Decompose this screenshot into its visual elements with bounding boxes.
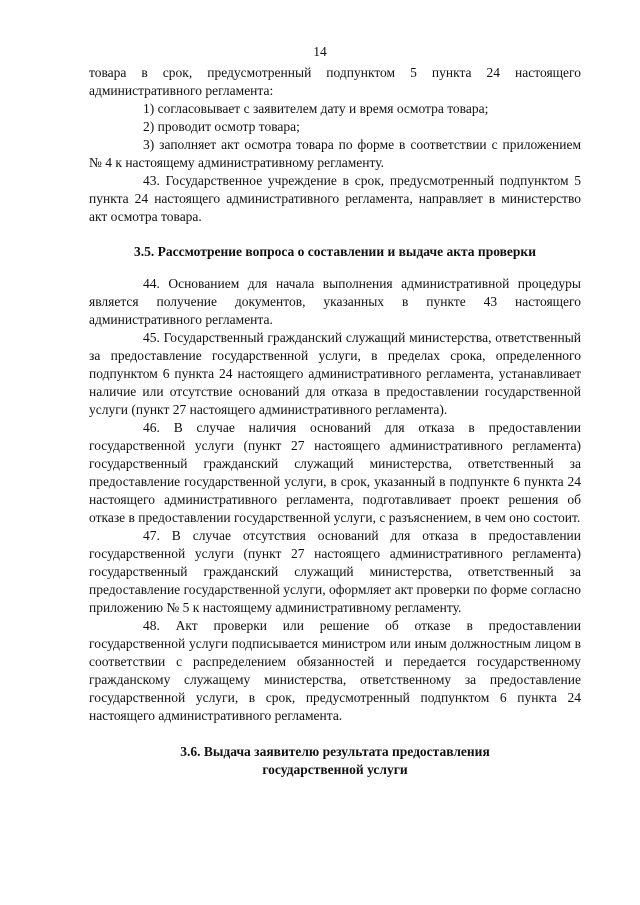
- page-number: 14: [313, 44, 327, 59]
- section-3-5-heading: 3.5. Рассмотрение вопроса о составлении и выдаче акта проверки: [134, 244, 536, 259]
- paragraph-44: 44. Основанием для начала выполнения административной процедуры является получение документов, указанных в пункте 43 настоящего административного регламента.: [89, 276, 581, 327]
- paragraph-43: 43. Государственное учреждение в срок, предусмотренный подпунктом 5 пункта 24 настоящего административного регламента, направляет в министерство акт осмотра товара.: [89, 173, 581, 224]
- section-3-6-heading-line1: 3.6. Выдача заявителю результата предоставления: [180, 744, 490, 759]
- paragraph-46: 46. В случае наличия оснований для отказа в предоставлении государственной услуги (пункт 27 настоящего административного регламента) государственный гражданский служащий министерства, ответственный за предоставление государственной услуги, в срок, указанный в подпункте 6 пункта 24 настоящего административного регламента, подготавливает проект решения об отказе в предоставлении государственной услуги, с разъяснением, в чем оно состоит.: [89, 420, 581, 525]
- document-body: [89, 64, 581, 779]
- paragraph-continuation: товара в срок, предусмотренный подпунктом 5 пункта 24 настоящего административного регламента:: [89, 65, 581, 98]
- paragraph-47: 47. В случае отсутствия оснований для отказа в предоставлении государственной услуги (пункт 27 настоящего административного регламента) государственный гражданский служащий министерства, ответственный за предоставление государственной услуги, оформляет акт проверки по форме согласно приложению № 5 к настоящему административному регламенту.: [89, 528, 581, 615]
- section-3-6-heading-line2: государственной услуги: [262, 762, 408, 777]
- paragraph-45: 45. Государственный гражданский служащий министерства, ответственный за предоставление государственной услуги, в пределах срока, определенного подпунктом 6 пункта 24 настоящего административного регламента, устанавливает наличие или отсутствие оснований для отказа в предоставлении государственной услуги (пункт 27 настоящего административного регламента).: [89, 330, 581, 417]
- list-item-2: 2) проводит осмотр товара;: [143, 119, 300, 134]
- list-item-1: 1) согласовывает с заявителем дату и время осмотра товара;: [143, 101, 489, 116]
- list-item-3: 3) заполняет акт осмотра товара по форме в соответствии с приложением № 4 к настоящему административному регламенту.: [89, 137, 581, 170]
- paragraph-48: 48. Акт проверки или решение об отказе в предоставлении государственной услуги подписывается министром или иным должностным лицом в соответствии с распределением обязанностей и передается государственному гражданскому служащему министерства, ответственному за предоставление государственной услуги, в срок, предусмотренный подпунктом 6 пункта 24 настоящего административного регламента.: [89, 618, 581, 723]
